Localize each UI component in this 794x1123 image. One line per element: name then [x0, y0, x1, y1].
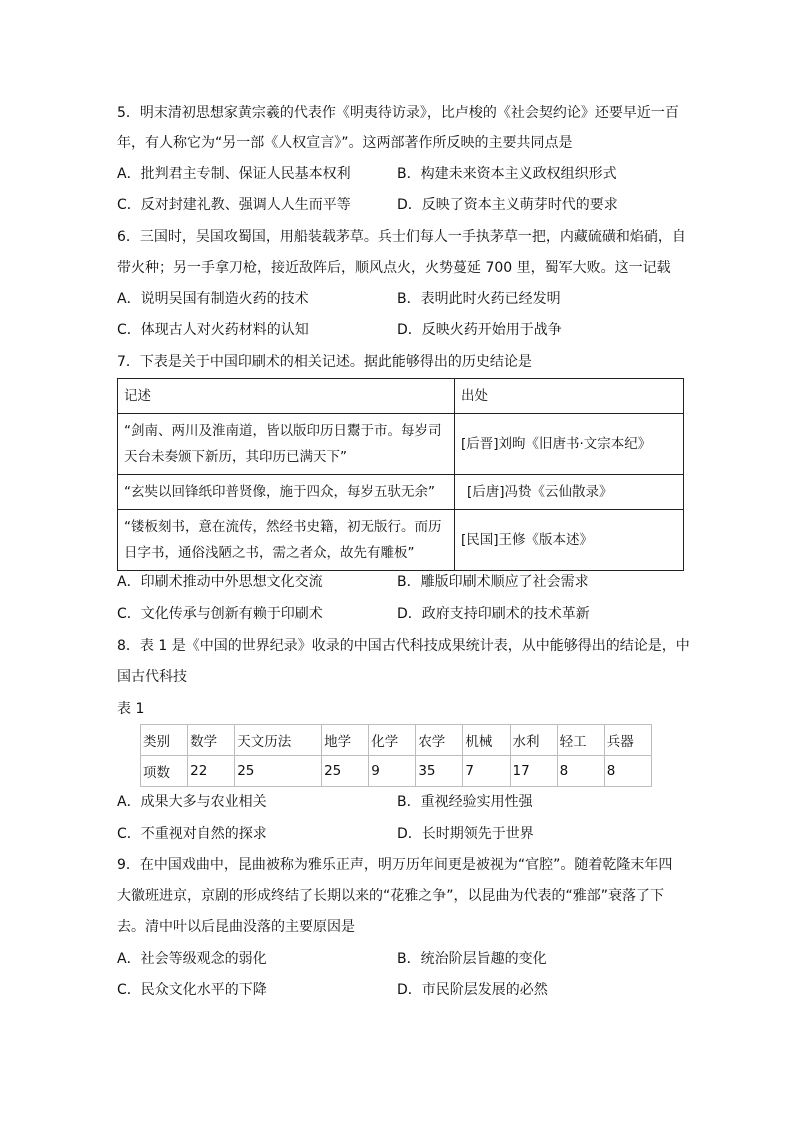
record-text-line: “镂板刻书，意在流传，然经书史籍，初无版行。而历 — [124, 519, 442, 535]
table-cell: 7 — [463, 756, 510, 787]
q7-option-b[interactable]: B．雕版印刷术顺应了社会需求 — [397, 574, 589, 590]
q5-option-d[interactable]: D．反映了资本主义萌芽时代的要求 — [397, 197, 618, 213]
q6-option-b[interactable]: B．表明此时火药已经发明 — [397, 291, 561, 307]
table-cell: 水利 — [510, 725, 557, 756]
q6-option-d[interactable]: D．反映火药开始用于战争 — [397, 322, 562, 338]
table-cell: 类别 — [141, 725, 188, 756]
table-header-record: 记述 — [118, 379, 455, 414]
table-row — [118, 414, 684, 475]
table-cell: 机械 — [463, 725, 510, 756]
table-cell: 项数 — [141, 756, 188, 787]
table-cell: 数学 — [188, 725, 235, 756]
table-header-row — [118, 379, 684, 414]
table-cell: 轻工 — [557, 725, 604, 756]
q7-option-a[interactable]: A．印刷术推动中外思想文化交流 — [117, 574, 323, 590]
record-text-line: 日字书，通俗浅陋之书，需之者众，故先有雕板” — [124, 545, 415, 561]
table-cell: 17 — [510, 756, 557, 787]
q6-stem-line2: 带火种；另一手拿刀枪，接近敌阵后，顺风点火，火势蔓延 700 里，蜀军大败。这一记载 — [117, 260, 671, 276]
q8-option-b[interactable]: B．重视经验实用性强 — [397, 794, 533, 810]
q8-option-a[interactable]: A．成果大多与农业相关 — [117, 794, 267, 810]
table-cell: 9 — [369, 756, 416, 787]
table-row-categories — [141, 725, 652, 756]
q8-option-d[interactable]: D．长时期领先于世界 — [397, 826, 534, 842]
printing-records-table — [117, 378, 684, 571]
table-row — [118, 510, 684, 571]
table-cell: 35 — [416, 756, 463, 787]
q7-option-c[interactable]: C．文化传承与创新有赖于印刷术 — [117, 606, 323, 622]
q9-stem-line2: 大徽班进京，京剧的形成终结了长期以来的“花雅之争”，以昆曲为代表的“雅部”衰落了下 — [117, 888, 665, 904]
table-cell: 天文历法 — [235, 725, 322, 756]
q5-stem-line2: 年，有人称它为“另一部《人权宣言》”。这两部著作所反映的主要共同点是 — [117, 135, 573, 151]
record-text-line: “玄奘以回锋纸印普贤像，施于四众，每岁五驮无余” — [124, 484, 435, 500]
q9-option-d[interactable]: D．市民阶层发展的必然 — [397, 982, 548, 998]
table-cell: 25 — [235, 756, 322, 787]
table-row — [118, 475, 684, 510]
q6-option-a[interactable]: A．说明吴国有制造火药的技术 — [117, 291, 309, 307]
table-cell: 地学 — [322, 725, 369, 756]
q8-option-c[interactable]: C．不重视对自然的探求 — [117, 826, 267, 842]
table-header-source: 出处 — [454, 379, 683, 414]
q9-stem-line1: 9．在中国戏曲中，昆曲被称为雅乐正声，明万历年间更是被视为“官腔”。随着乾隆末年四 — [117, 857, 673, 873]
record-text — [118, 510, 455, 571]
table-cell: 化学 — [369, 725, 416, 756]
record-source: [后晋]刘昫《旧唐书·文宗本纪》 — [454, 414, 683, 475]
table-row-counts — [141, 756, 652, 787]
q5-option-a[interactable]: A．批判君主专制、保证人民基本权利 — [117, 166, 351, 182]
tech-stats-table — [140, 724, 652, 787]
q6-option-c[interactable]: C．体现古人对火药材料的认知 — [117, 322, 309, 338]
record-text — [118, 475, 455, 510]
record-text — [118, 414, 455, 475]
table-cell: 兵器 — [604, 725, 651, 756]
record-source: [民国]王修《版本述》 — [454, 510, 683, 571]
q6-stem-line1: 6．三国时，吴国攻蜀国，用船装载茅草。兵士们每人一手执茅草一把，内藏硫磺和焰硝，自 — [117, 229, 686, 245]
table-cell: 农学 — [416, 725, 463, 756]
q9-option-a[interactable]: A．社会等级观念的弱化 — [117, 951, 267, 967]
table-cell: 25 — [322, 756, 369, 787]
q9-stem-line3: 去。清中叶以后昆曲没落的主要原因是 — [117, 919, 355, 935]
q5-option-c[interactable]: C．反对封建礼教、强调人人生而平等 — [117, 197, 351, 213]
q5-stem-line1: 5．明末清初思想家黄宗羲的代表作《明夷待访录》，比卢梭的《社会契约论》还要早近一百 — [117, 105, 679, 121]
table-cell: 22 — [188, 756, 235, 787]
q8-table-label: 表 1 — [117, 701, 145, 717]
q7-option-d[interactable]: D．政府支持印刷术的技术革新 — [397, 606, 590, 622]
record-text-line: 天台未奏颁下新历，其印历已满天下” — [124, 449, 347, 465]
table-cell: 8 — [604, 756, 651, 787]
q8-stem-line1: 8．表 1 是《中国的世界纪录》收录的中国古代科技成果统计表，从中能够得出的结论是，中 — [117, 638, 690, 654]
q7-stem: 7．下表是关于中国印刷术的相关记述。据此能够得出的历史结论是 — [117, 354, 532, 370]
q5-option-b[interactable]: B．构建未来资本主义政权组织形式 — [397, 166, 617, 182]
q8-stem-line2: 国古代科技 — [117, 669, 187, 685]
record-text-line: “剑南、两川及淮南道，皆以版印历日鬻于市。每岁司 — [124, 423, 442, 439]
record-source: [后唐]冯贽《云仙散录》 — [454, 475, 683, 510]
q9-option-c[interactable]: C．民众文化水平的下降 — [117, 982, 267, 998]
table-cell: 8 — [557, 756, 604, 787]
q9-option-b[interactable]: B．统治阶层旨趣的变化 — [397, 951, 547, 967]
